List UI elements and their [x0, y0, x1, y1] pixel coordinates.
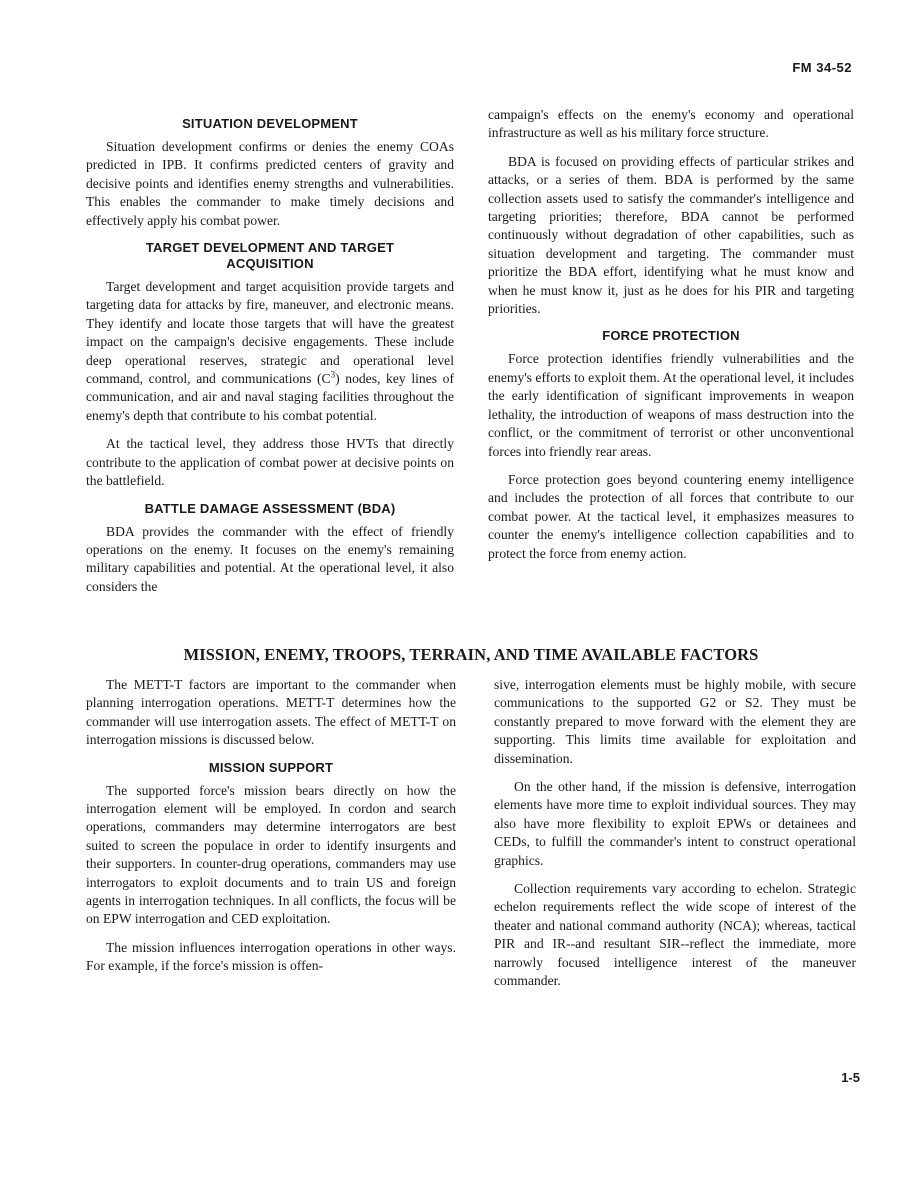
bda-paragraph-1: BDA provides the commander with the effect of friendly operations on the enemy. It focuses on the enemy's remaining military capabilities and potential. At the operational level, it also considers the: [86, 523, 454, 594]
bda-paragraph-2: BDA is focused on providing effects of particular strikes and attacks, or a series of them. BDA is performed by the same collection assets used to satisfy the commander's intelligence and targeting priorities; therefore, BDA cannot be performed continuously without degradation of other capabilities, such as situation development and targeting. The commander must prioritize the BDA effort, identifying what he must know and when he must know it, just as he does for his PIR and targeting priorities.: [488, 153, 854, 317]
target-p1-superscript: 3: [330, 369, 336, 380]
target-development-heading: [86, 240, 454, 272]
mission-support-heading: MISSION SUPPORT: [208, 759, 334, 775]
bda-paragraph-continued: campaign's effects on the enemy's economy and operational infrastructure as well as his military force structure.: [488, 107, 854, 141]
target-heading-line2: ACQUISITION: [226, 256, 314, 272]
force-protection-heading: FORCE PROTECTION: [602, 328, 740, 344]
mission-paragraph-2: The mission influences interrogation operations in other ways. For example, if the force's mission is offen-: [86, 939, 456, 974]
mett-t-section-heading: MISSION, ENEMY, TROOPS, TERRAIN, AND TIME AVAILABLE FACTORS: [183, 645, 759, 664]
right-column-bottom: [494, 676, 856, 1001]
target-p1-text-b: ) nodes, key lines of communication, and air and naval staging facilities throughout the enemy's depth that contribute to his combat potential.: [86, 371, 454, 423]
left-column-top: [86, 110, 454, 606]
situation-development-heading: SITUATION DEVELOPMENT: [182, 116, 358, 131]
force-protection-paragraph-2: Force protection goes beyond countering enemy intelligence and includes the protection of all forces that contribute to our combat power. At the tactical level, it emphasizes measures to counter the enemy's intelligence collection capabilities and to protect the force from enemy action.: [488, 471, 854, 561]
mission-paragraph-3: On the other hand, if the mission is defensive, interrogation elements have more time to exploit individual sources. They may also have more flexibility to exploit EPWs or detainees and CEDs, to fulfill the commander's intent to construct operational graphics.: [494, 779, 856, 868]
situation-paragraph: Situation development confirms or denies the enemy COAs predicted in IPB. It confirms predicted centers of gravity and decisive points and identifies enemy strengths and vulnerabilities. This enables the commander to make timely decisions and effectively apply his combat power.: [86, 139, 454, 228]
target-paragraph-2: At the tactical level, they address those HVTs that directly contribute to the application of combat power at decisive points on the battlefield.: [86, 436, 454, 489]
target-heading-line1: TARGET DEVELOPMENT AND TARGET: [145, 240, 395, 256]
right-column-top: [488, 106, 854, 573]
page-number: 1-5: [841, 1070, 860, 1085]
force-protection-paragraph-1: Force protection identifies friendly vulnerabilities and the enemy's efforts to exploit them. At the operational level, it includes the early identification of significant improvements in weapon lethality, the introduction of weapons of mass destruction into the conflict, or the commitment of terrorist or other unconventional forces into friendly rear areas.: [488, 351, 854, 459]
mission-paragraph-1: The supported force's mission bears directly on how the interrogation element will be employed. In cordon and search operations, commanders may determine interrogators are best suited to screen the populace in order to identify insurgents and their supporters. In counter-drug operations, commanders may use interrogators to exploit documents and to train US and foreign agents in interrogation techniques. In all conflicts, the focus will be on EPW interrogation and CED exploitation.: [86, 782, 456, 927]
document-id: FM 34-52: [792, 60, 852, 75]
target-paragraph-1: [86, 278, 454, 425]
target-p1-text-a: Target development and target acquisition provide targets and targeting data for attacks by fire, maneuver, and electronic means. They identify and locate those targets that will have the greatest impact on the campaign's decisive engagements. These include deep operational reserves, strategic and operational level command, control, and communications (C: [86, 279, 454, 387]
mett-t-intro-paragraph: The METT-T factors are important to the commander when planning interrogation operations. METT-T determines how the commander will use interrogation assets. The effect of METT-T on interrogation missions is discussed below.: [86, 677, 456, 748]
bda-heading: BATTLE DAMAGE ASSESSMENT (BDA): [144, 500, 396, 516]
mission-paragraph-4: Collection requirements vary according to echelon. Strategic echelon requirements reflect the wide scope of interest of the theater and national command authority (NCA); whereas, tactical PIR and IR--and resultant SIR--reflect the immediate, more narrowly focused intelligence interest of the maneuver commander.: [494, 881, 856, 989]
mission-paragraph-continued: sive, interrogation elements must be highly mobile, with secure communications to the supported G2 or S2. They must be constantly prepared to move forward with the element they are supporting. This limits time available for exploitation and dissemination.: [494, 677, 856, 766]
left-column-bottom: [86, 676, 456, 986]
